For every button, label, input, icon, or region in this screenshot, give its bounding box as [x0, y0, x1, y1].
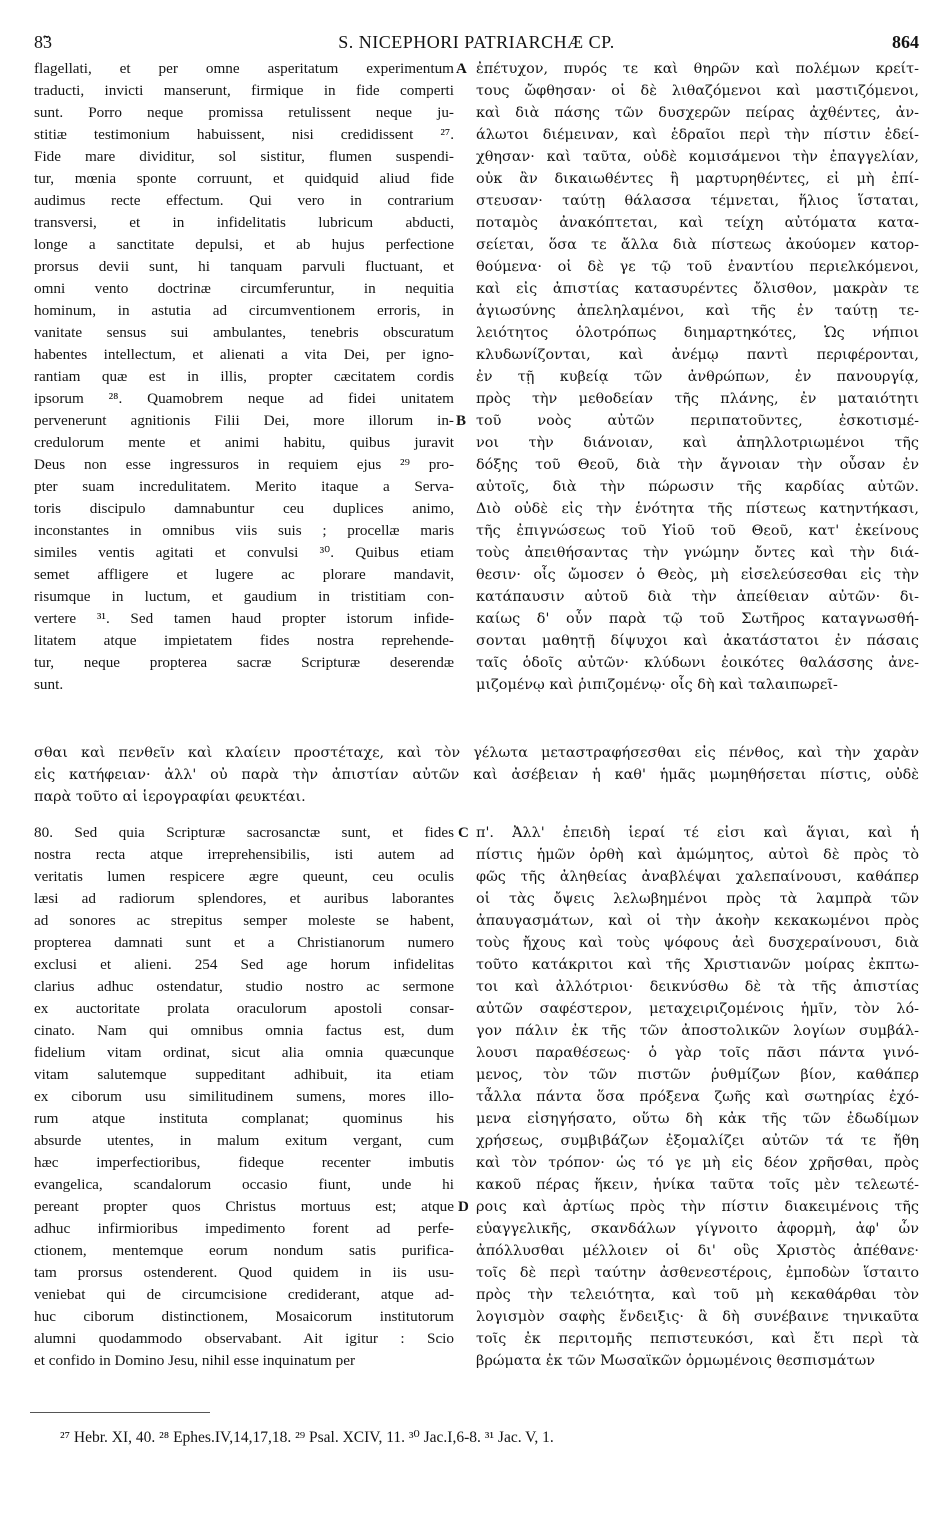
text-line: prorsus devii sunt, hi tanquam parvuli fluctuant, et	[34, 258, 454, 275]
text-line: εὐαγγελικῆς, σκανδάλων γίγνοιτο ἀφορμὴ, ἀφ' ὧν	[476, 1221, 919, 1237]
text-line: γον πάλιν ἐκ τῆς τῶν ἀποστολικῶν λογίων συμβάλ-	[476, 1023, 919, 1039]
footnote-divider	[30, 1412, 210, 1413]
page-number-left: 8̃3	[34, 32, 52, 52]
latin-column-lower	[34, 822, 454, 1372]
text-line: Διὸ οὐδὲ εἰς τὴν ἑνότητα τῆς πίστεως κατηντήκασι,	[476, 501, 919, 517]
text-line: vertere ³¹. Sed tamen haud propter istorum infide-	[34, 610, 454, 627]
text-line: traducti, invicti manserunt, firmique in fide comperti	[34, 82, 454, 99]
text-line: ἀπόλλυσθαι μέλλοιεν οἱ δι' οὓς Χριστὸς ἀπέθανε·	[476, 1243, 919, 1259]
text-line: τοῦτο κατάκριτοι καὶ τῆς Χριστιανῶν μοίρας ἐκπτω-	[476, 957, 919, 973]
text-line: θούμενα· οἱ δὲ γε τῷ τοῦ ἐναντίου περιελκόμενοι,	[476, 259, 919, 275]
text-line: ctionem, mentemque eorum nondum satis purifica-	[34, 1242, 454, 1259]
text-line: τῆς ἐπιγνώσεως τοῦ Υἱοῦ τοῦ Θεοῦ, κατ' ἐκείνους	[476, 523, 919, 539]
text-line: flagellati, et per omne asperitatum experimentum	[34, 60, 454, 77]
text-line: οὐκ ἂν δικαιωθέντες ἢ μαρτυρηθέντες, εἰ μὴ ἐπί-	[476, 171, 919, 187]
text-line: τοῦ νοὸς αὐτῶν περιπατοῦντες, ἐσκοτισμέ-	[476, 413, 919, 429]
text-line: τοὺς ἤχους καὶ τοὺς ψόφους ἀεὶ δυσχεραίνουσι, διὰ	[476, 935, 919, 951]
text-line: νοι τὴν διάνοιαν, καὶ ἀπηλλοτριωμένοι τῆς	[476, 435, 919, 451]
text-line: huc ciborum distinctionem, Mosaicorum institutorum	[34, 1308, 454, 1325]
text-line: vanitate sensus sui ambulantes, tenebris obscuratum	[34, 324, 454, 341]
text-line: pereant propter quos Christus mortuus est; atque	[34, 1198, 454, 1215]
text-line: tur, mœnia sponte corruunt, et quidquid aliud fide	[34, 170, 454, 187]
text-line: vitam salutemque suppeditant adhibuit, ita etiam	[34, 1066, 454, 1083]
text-line: læsi ad radiorum splendores, et auribus laborantes	[34, 890, 454, 907]
margin-marker-b: B	[456, 413, 467, 429]
text-line: στευσαν· ταύτῃ θάλασσα τέμνεται, ἥλιος ἵσταται,	[476, 193, 919, 209]
text-line: πρὸς τὴν μεθοδείαν τῆς πλάνης, ἐν ματαιότητι	[476, 391, 919, 407]
text-line: ex ciborum usu similitudinem sumens, mores illo-	[34, 1088, 454, 1105]
text-line: σονται μαθητῇ δίψυχοι καὶ ἀκατάστατοι ἐν πάσαις	[476, 633, 919, 649]
text-line: τους ὤφθησαν· οἱ δὲ λιθαζόμενοι καὶ μαστιζόμενοι,	[476, 83, 919, 99]
text-line: χρήσεως, συμβιβάζων ἐξομαλίζει αὐτῶν τά τε ἤθη	[476, 1133, 919, 1149]
text-line: αὐτῶν σαφέστερον, μεταχειριζομένοις ἡμῖν, τὸν λό-	[476, 1001, 919, 1017]
text-line: καίως δ' οὖν παρὰ τῷ τοῦ Σωτῆρος καταγνωσθή-	[476, 611, 919, 627]
text-line: risumque in luctum, et gaudium in tristitiam con-	[34, 588, 454, 605]
text-line: 80. Sed quia Scripturæ sacrosanctæ sunt, et fides	[34, 824, 454, 841]
text-line: veritatis lumen respicere ægre queunt, ceu oculis	[34, 868, 454, 885]
text-line: tur, neque propterea sacræ Scripturæ deserendæ	[34, 654, 454, 671]
page-number-right: 864	[892, 32, 919, 52]
text-line: clarius adhuc ostendatur, studio nostro ac sermone	[34, 978, 454, 995]
text-line: ipsorum ²⁸. Quamobrem neque ad fidei unitatem	[34, 390, 454, 407]
text-line: μενα εἰσηγήσατο, οὕτω δὴ κἀκ τῆς τῶν ἐδωδίμων	[476, 1111, 919, 1127]
text-line: hominum, in astutia ad circumventionem erroris, in	[34, 302, 454, 319]
text-line: inconstantes in omnibus viis suis ; procellæ maris	[34, 522, 454, 539]
text-line: καὶ τὸν τρόπον· ὡς τό γε μὴ εἰς δέον χρῆσθαι, πρὸς	[476, 1155, 919, 1171]
margin-marker-d: D	[458, 1199, 469, 1215]
text-line: evangelica, scandalorum occasio fiunt, unde hi	[34, 1176, 454, 1193]
text-line: ad sonores ac strepitus semper moleste se habent,	[34, 912, 454, 929]
text-line: Deus non esse ingressuros in requiem ejus ²⁹ pro-	[34, 456, 454, 473]
text-line: propterea damnati sunt et a Christianorum numero	[34, 934, 454, 951]
text-line: παρὰ τοῦτο αἱ ἱερογραφίαι φευκτέαι.	[34, 789, 306, 805]
text-line: βρώματα ἐκ τῶν Μωσαϊκῶν ὁρμωμένοις θεσπισμάτων	[476, 1353, 875, 1369]
text-line: τἆλλα πάντα ὅσα πρόξενα ζωῆς καὶ σωτηρίας ἐχό-	[476, 1089, 919, 1105]
text-line: πρὸς τὴν τελειότητα, καὶ τοῦ μὴ κεκαθάρθαι τὸν	[476, 1287, 919, 1303]
margin-marker-a: A	[456, 61, 467, 77]
text-line: audimus recte effectum. Qui vero in contrarium	[34, 192, 454, 209]
greek-column-lower	[476, 822, 919, 1372]
text-line: semet affligere et lugere ac plorare mandavit,	[34, 566, 454, 583]
text-line: rum atque instituta complanat; quominus his	[34, 1110, 454, 1127]
text-line: καὶ εἰς ἀπιστίας κατασυρέντες ὄλισθον, μακρὰν τε	[476, 281, 919, 297]
text-line: άλωτοι διέμειναν, καὶ ἑδραῖοι περὶ τὴν πίστιν ἐδεί-	[476, 127, 919, 143]
text-line: δόξης τοῦ Θεοῦ, διὰ τὴν ἄγνοιαν τὴν οὖσαν ἐν	[476, 457, 919, 473]
text-line: exclusi et alieni. 254 Sed age horum infidelitas	[34, 956, 454, 973]
greek-full-width-passage	[34, 742, 919, 808]
text-line: εἰς κατήφειαν· ἀλλ' οὐ παρὰ τὴν ἀπιστίαν αὐτῶν καὶ ἀσέβειαν ἡ καθ' ἡμᾶς μωμηθήσεται πίστις, οὐδὲ	[34, 767, 919, 783]
text-line: Fide mare dividitur, sol sistitur, flumen suspendi-	[34, 148, 454, 165]
text-line: pervenerunt agnitionis Filii Dei, more illorum in-	[34, 412, 454, 429]
greek-column-upper	[476, 58, 919, 696]
text-line: ἀπαυγασμάτων, καὶ οἱ τὴν ἀκοὴν κεκακωμένοι πρὸς	[476, 913, 919, 929]
text-line: φῶς τῆς ἀληθείας ἀναβλέψαι χαλεπαίνουσι, καθάπερ	[476, 869, 919, 885]
latin-column-upper	[34, 58, 454, 696]
text-line: ἐπέτυχον, πυρός τε καὶ θηρῶν καὶ πολέμων κρείτ-	[476, 61, 919, 77]
text-line: κλυδωνίζονται, καὶ ἀνέμῳ παντὶ περιφέρονται,	[476, 347, 919, 363]
text-line: sunt.	[34, 676, 64, 693]
text-line: μιζομένῳ καὶ ῥιπιζομένῳ· οἷς δὴ καὶ ταλαιπωρεῖ-	[476, 677, 838, 693]
text-line: θεσιν· οἷς ὤμοσεν ὁ Θεὸς, μὴ εἰσελεύσεσθαι εἰς τὴν	[476, 567, 919, 583]
text-line: τοῖς δὲ περὶ ταύτην ἀσθενεστέροις, ἐμποδὼν ἵσταιτο	[476, 1265, 919, 1281]
text-line: λειότητος ὁλοτρόπως διημαρτηκότες, Ὡς νήπιοι	[476, 325, 919, 341]
text-line: omni vento doctrinæ circumferuntur, in nequitia	[34, 280, 454, 297]
text-line: sunt. Porro neque promissa retulissent neque ju-	[34, 104, 454, 121]
text-line: αὐτοῖς, διὰ τὴν πώρωσιν τῆς καρδίας αὐτῶν.	[476, 479, 919, 495]
text-line: πίστις ἡμῶν ὀρθὴ καὶ ἀμώμητος, αὐτοὶ δὲ πρὸς τὸ	[476, 847, 919, 863]
text-line: ἐν τῇ κυβείᾳ τῶν ἀνθρώπων, ἐν πανουργίᾳ,	[476, 369, 919, 385]
text-line: λογισμὸν σαφὴς ἔνδειξις· ἃ δὴ συνέβαινε τηνικαῦτα	[476, 1309, 919, 1325]
text-line: pter suam incredulitatem. Merito itaque a Serva-	[34, 478, 454, 495]
text-line: habentes intellectum, et alienati a vita Dei, per igno-	[34, 346, 454, 363]
text-line: σείεται, ὅσα τε ἄλλα διὰ πίστεως ἀκούομεν κατορ-	[476, 237, 919, 253]
text-line: τοὺς ἀπειθήσαντας τὴν γνώμην ὄντες καὶ τὴν διά-	[476, 545, 919, 561]
text-line: κακοῦ πέρας ἥκειν, ἡνίκα ταῦτα τοῖς μὲν τελεωτέ-	[476, 1177, 919, 1193]
text-line: rantiam quæ est in illis, propter cæcitatem cordis	[34, 368, 454, 385]
text-line: transversi, et in infidelitatis lubricum abducti,	[34, 214, 454, 231]
margin-marker-c: C	[458, 825, 469, 841]
text-line: ex auctoritate prolata oraculorum apostoli consar-	[34, 1000, 454, 1017]
text-line: stitiæ testimonium habuissent, nisi credidissent ²⁷.	[34, 126, 454, 143]
text-line: credulorum mente et animi habitu, quibus juravit	[34, 434, 454, 451]
text-line: χθησαν· καὶ ταῦτα, οὐδὲ κομισάμενοι τὴν ἐπαγγελίαν,	[476, 149, 919, 165]
text-line: cinato. Nam qui omnibus omnia factus est, dum	[34, 1022, 454, 1039]
text-line: hæc imperfectioribus, fideque recenter imbutis	[34, 1154, 454, 1171]
text-line: longe a sanctitate depulsi, et ab hujus perfectione	[34, 236, 454, 253]
text-line: et confido in Domino Jesu, nihil esse inquinatum per	[34, 1352, 355, 1369]
text-line: veniebat qui de circumcisione crediderant, atque ad-	[34, 1286, 454, 1303]
text-line: litatem atque impietatem fides nostra reprehende-	[34, 632, 454, 649]
text-line: σθαι καὶ πενθεῖν καὶ κλαίειν προστέταχε, καὶ τὸν γέλωτα μεταστραφήσεσθαι εἰς πένθος, καὶ τὴν χαρὰν	[34, 745, 919, 761]
running-title: S. NICEPHORI PATRIARCHÆ CP.	[338, 32, 615, 52]
text-line: ἁγιωσύνης ἀπεληλαμένοι, καὶ τῆς ἐν ταύτῃ τε-	[476, 303, 919, 319]
text-line: ταῖς ὁδοῖς αὐτῶν· κλύδωνι ἐοικότες θαλάσσης ἀνε-	[476, 655, 919, 671]
text-line: fidelium vitam ordinat, sicut alia omnia quæcunque	[34, 1044, 454, 1061]
text-line: κατάπαυσιν αὐτοῦ διὰ τὴν ἀπείθειαν αὐτῶν· δι-	[476, 589, 919, 605]
text-line: nostra recta atque irreprehensibilis, isti autem ad	[34, 846, 454, 863]
text-line: adhuc infirmioribus impedimento forent ad perfe-	[34, 1220, 454, 1237]
page-header	[34, 28, 919, 56]
text-line: οἱ τὰς ὄψεις λελωβημένοι πρὸς τὰ λαμπρὰ τῶν	[476, 891, 919, 907]
text-line: tam prorsus ostenderent. Quod quidem in iis usu-	[34, 1264, 454, 1281]
text-line: ποταμὸς ἀνακόπτεται, καὶ τείχη αὐτόματα κατα-	[476, 215, 919, 231]
text-line: π'. Ἀλλ' ἐπειδὴ ἱεραί τέ εἰσι καὶ ἅγιαι, καὶ ἡ	[476, 825, 919, 841]
text-line: τοῖς ἐκ περιτομῆς πεπιστευκόσι, καὶ ἔτι περὶ τὰ	[476, 1331, 919, 1347]
text-line: λουσι παραθέσεως· ὁ γὰρ τοῖς πᾶσι πάντα γινό-	[476, 1045, 919, 1061]
text-line: similes ventis agitati et convulsi ³⁰. Quibus etiam	[34, 544, 454, 561]
text-line: alumni quodammodo observabant. Ait igitur : Scio	[34, 1330, 454, 1347]
text-line: toris discipulo damnabuntur ceu duplices animo,	[34, 500, 454, 517]
footnotes: ²⁷ Hebr. XI, 40. ²⁸ Ephes.IV,14,17,18. ²⁹ Psal. XCIV, 11. ³⁰ Jac.I,6-8. ³¹ Jac. V, 1.	[60, 1429, 554, 1446]
text-line: ροις καὶ ἀρτίως πρὸς τὴν πίστιν διακειμένοις τῆς	[476, 1199, 919, 1215]
text-line: καὶ διὰ πάσης τῶν δυσχερῶν πείρας ἀχθέντες, ἀν-	[476, 105, 919, 121]
text-line: absurde utentes, in malum exitum vergant, cum	[34, 1132, 454, 1149]
text-line: μενος, τὸν τῶν πιστῶν ῥυθμίζων βίον, καθάπερ	[476, 1067, 919, 1083]
text-line: τοι καὶ ἀλλότριοι· δεικνύσθω δὲ τὰ τῆς ἀπιστίας	[476, 979, 919, 995]
